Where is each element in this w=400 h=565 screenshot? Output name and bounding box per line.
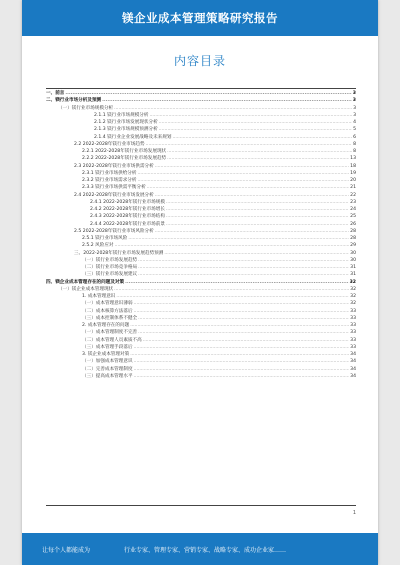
toc-dot-leader bbox=[138, 177, 350, 184]
toc-dot-leader bbox=[138, 257, 349, 264]
toc-entry[interactable] bbox=[46, 322, 356, 329]
toc-entry-title: （三）成本控制体系不健全 bbox=[82, 315, 138, 321]
toc-entry-page: 3 bbox=[352, 91, 356, 96]
toc-entry-title: 四、镁企业成本管理存在的问题及对策 bbox=[46, 279, 125, 285]
toc-dot-leader bbox=[159, 126, 352, 133]
toc-dot-leader bbox=[116, 293, 349, 300]
toc-entry-page: 32 bbox=[350, 294, 356, 299]
toc-entry-title: 2.2.1 2022-2028年镁行业市场发展现状 bbox=[82, 149, 167, 154]
toc-entry-title: 2.4.4 2022-2028年镁行业市场前景 bbox=[90, 221, 165, 227]
toc-entry-title: （一）镁行业市场发展趋势 bbox=[82, 257, 138, 263]
toc-top-rule bbox=[46, 88, 356, 89]
toc-entry-page: 30 bbox=[350, 250, 356, 256]
toc-entry-page: 3 bbox=[352, 98, 356, 104]
toc-dot-leader bbox=[134, 366, 350, 373]
toc-dot-leader bbox=[147, 184, 349, 191]
toc-entry[interactable] bbox=[46, 271, 356, 278]
toc-entry-title: 2.3.2 镁行业市场需求分析 bbox=[82, 178, 137, 183]
toc-entry[interactable] bbox=[46, 90, 356, 97]
toc-entry-page: 29 bbox=[350, 243, 356, 249]
toc-dot-leader bbox=[138, 170, 350, 177]
toc-dot-leader bbox=[164, 250, 349, 257]
toc-entry-page: 34 bbox=[350, 359, 356, 365]
toc-entry-page: 8 bbox=[353, 141, 356, 147]
toc-entry[interactable] bbox=[46, 221, 356, 228]
toc-entry[interactable] bbox=[46, 337, 356, 344]
footer-tagline: 行业专家、管理专家、营销专家、战略专家、成功企业家…… bbox=[124, 546, 287, 554]
toc-entry[interactable] bbox=[46, 308, 356, 315]
toc-entry[interactable] bbox=[46, 155, 356, 162]
toc-dot-leader bbox=[150, 112, 353, 119]
toc-entry-page: 18 bbox=[350, 163, 356, 169]
report-title: 镁企业成本管理策略研究报告 bbox=[122, 11, 278, 25]
toc-entry[interactable] bbox=[46, 199, 356, 206]
toc-entry-page: 33 bbox=[350, 337, 356, 343]
toc-entry-title: 2.2.2 2022-2028年镁行业市场发展趋势 bbox=[82, 156, 167, 162]
toc-entry-title: 1. 成本管理意识 bbox=[82, 294, 116, 299]
toc-entry-title: 2.1.4 镁行业企业发展战略及未来规划 bbox=[94, 134, 172, 140]
toc-entry[interactable] bbox=[46, 134, 356, 141]
toc-dot-leader bbox=[167, 155, 349, 162]
toc-entry-title: （二）成本核算方法落后 bbox=[82, 308, 133, 314]
toc-entry-page: 26 bbox=[350, 221, 356, 227]
document-page bbox=[22, 0, 378, 565]
toc-dot-leader bbox=[166, 199, 349, 206]
toc-dot-leader bbox=[167, 148, 352, 155]
toc-entry[interactable] bbox=[46, 97, 356, 104]
toc-entry-page: 4 bbox=[353, 120, 356, 125]
toc-entry-page: 28 bbox=[350, 228, 356, 234]
toc-entry[interactable] bbox=[46, 279, 356, 286]
toc-entry-title: 2.4.1 2022-2028年镁行业市场规模 bbox=[90, 199, 165, 205]
toc-entry[interactable] bbox=[46, 366, 356, 373]
toc-dot-leader bbox=[166, 213, 349, 220]
toc-entry[interactable] bbox=[46, 344, 356, 351]
toc-entry-title: （三）成本管理手段落后 bbox=[82, 344, 133, 350]
toc-entry[interactable] bbox=[46, 235, 356, 242]
toc-entry-page: 32 bbox=[350, 286, 356, 292]
toc-dot-leader bbox=[143, 337, 349, 344]
footer-bar bbox=[22, 533, 378, 565]
toc-entry-title: 三、2022-2028年镁行业市场发展趋势预测 bbox=[74, 250, 164, 256]
toc-dot-leader bbox=[138, 271, 349, 278]
toc-dot-leader bbox=[146, 141, 353, 148]
toc-entry-page: 31 bbox=[350, 272, 356, 278]
toc-entry-title: （二）镁行业市场竞争格局 bbox=[82, 265, 138, 270]
toc-entry-page: 8 bbox=[353, 149, 356, 154]
toc-dot-leader bbox=[138, 264, 349, 271]
toc-entry[interactable] bbox=[46, 250, 356, 257]
toc-entry-page: 23 bbox=[350, 199, 356, 205]
toc-entry-title: 2.5.2 风险应对 bbox=[82, 243, 114, 249]
toc-entry-page: 34 bbox=[350, 373, 356, 379]
toc-dot-leader bbox=[114, 105, 352, 112]
toc-entry-title: 2. 成本管理存在的问题 bbox=[82, 323, 130, 328]
toc-entry-title: 二、镁行业市场分析及预测 bbox=[46, 98, 102, 104]
toc-entry[interactable] bbox=[46, 373, 356, 380]
toc-entry[interactable] bbox=[46, 264, 356, 271]
toc-entry-page: 24 bbox=[350, 207, 356, 212]
toc-entry-title: 2.1.3 镁行业市场规模预测分析 bbox=[94, 127, 158, 133]
toc-entry-title: （一）镁行业市场规模分析 bbox=[58, 105, 114, 111]
toc-entry-title: 2.2 2022-2028年镁行业市场趋势 bbox=[74, 141, 145, 147]
toc-entry-title: （三）提高成本管理水平 bbox=[82, 373, 133, 379]
toc-entry-page: 19 bbox=[350, 170, 356, 176]
toc-entry[interactable] bbox=[46, 228, 356, 235]
toc-entry-title: （二）成本管理人员素质不高 bbox=[82, 337, 142, 343]
toc-dot-leader bbox=[134, 300, 350, 307]
toc-entry-page: 33 bbox=[350, 323, 356, 328]
toc-entry-page: 34 bbox=[350, 352, 356, 357]
toc-entry-page: 33 bbox=[350, 344, 356, 350]
toc-entry-title: （一）镁企业成本管理现状 bbox=[58, 286, 114, 292]
toc-dot-leader bbox=[134, 373, 350, 380]
footer-slogan: 让每个人都能成为 bbox=[42, 546, 91, 554]
toc-dot-leader bbox=[125, 279, 348, 286]
toc-dot-leader bbox=[102, 97, 352, 104]
toc-entry-title: 一、前言 bbox=[46, 91, 65, 96]
toc-dot-leader bbox=[159, 119, 352, 126]
toc-dot-leader bbox=[130, 351, 349, 358]
toc-dot-leader bbox=[65, 90, 351, 97]
toc-entry-page: 32 bbox=[349, 279, 356, 285]
toc-entry-title: 2.1.2 镁行业市场发展现状分析 bbox=[94, 120, 158, 125]
toc-entry[interactable] bbox=[46, 148, 356, 155]
toc-entry[interactable] bbox=[46, 184, 356, 191]
toc-entry-page: 31 bbox=[350, 265, 356, 270]
toc-entry-title: 2.3 2022-2028年镁行业市场供需分析 bbox=[74, 163, 154, 169]
header-bar bbox=[22, 0, 378, 36]
toc-entry[interactable] bbox=[46, 293, 356, 300]
toc-entry[interactable] bbox=[46, 119, 356, 126]
toc-dot-leader bbox=[134, 358, 350, 365]
toc-bottom-rule bbox=[46, 505, 356, 506]
toc-dot-leader bbox=[115, 242, 350, 249]
toc-entry-title: 2.3.1 镁行业市场供给分析 bbox=[82, 170, 137, 176]
toc-entry-page: 22 bbox=[350, 192, 356, 198]
toc-entry-page: 32 bbox=[350, 301, 356, 307]
toc-dot-leader bbox=[155, 228, 349, 235]
toc-entry-page: 34 bbox=[350, 366, 356, 372]
toc-dot-leader bbox=[172, 134, 352, 141]
toc-entry[interactable] bbox=[46, 315, 356, 322]
toc-entry-title: 3. 镁企业成本管理对策 bbox=[82, 352, 130, 357]
toc-entry[interactable] bbox=[46, 213, 356, 220]
toc-entry-page: 13 bbox=[350, 156, 356, 162]
toc-entry[interactable] bbox=[46, 329, 356, 336]
toc-entry-title: 2.1.1 镁行业市场规模分析 bbox=[94, 112, 149, 118]
toc-dot-leader bbox=[138, 329, 349, 336]
toc-entry-title: （三）镁行业市场发展建议 bbox=[82, 272, 138, 278]
toc-entry-title: （一）成本管理制度不完善 bbox=[82, 330, 138, 336]
toc-entry-page: 30 bbox=[350, 257, 356, 263]
toc-entry-page: 5 bbox=[353, 127, 356, 133]
toc-entry[interactable] bbox=[46, 126, 356, 133]
toc-dot-leader bbox=[138, 315, 349, 322]
toc-entry-page: 28 bbox=[350, 236, 356, 241]
toc-dot-leader bbox=[166, 206, 349, 213]
toc-entry-title: （一）加强成本管理意识 bbox=[82, 359, 133, 365]
toc-entry-page: 33 bbox=[350, 315, 356, 321]
toc-entry[interactable] bbox=[46, 242, 356, 249]
toc-entry-title: 2.4.3 2022-2028年镁行业市场结构 bbox=[90, 214, 165, 220]
toc-entry-title: 2.4 2022-2028年镁行业市场发展分析 bbox=[74, 192, 154, 198]
toc-entry-page: 20 bbox=[350, 178, 356, 183]
toc-dot-leader bbox=[130, 322, 349, 329]
toc-entry[interactable] bbox=[46, 358, 356, 365]
toc-entry-page: 3 bbox=[353, 105, 356, 111]
toc-entry[interactable] bbox=[46, 206, 356, 213]
table-of-contents bbox=[46, 90, 356, 380]
toc-dot-leader bbox=[114, 286, 349, 293]
toc-dot-leader bbox=[166, 221, 349, 228]
toc-entry[interactable] bbox=[46, 141, 356, 148]
toc-entry-title: 2.4.2 2022-2028年镁行业市场增长 bbox=[90, 207, 165, 212]
toc-dot-leader bbox=[128, 235, 349, 242]
toc-entry[interactable] bbox=[46, 351, 356, 358]
toc-title: 内容目录 bbox=[173, 54, 226, 68]
toc-entry-title: 2.3.3 镁行业市场供需平衡分析 bbox=[82, 185, 146, 191]
toc-entry[interactable] bbox=[46, 105, 356, 112]
toc-dot-leader bbox=[155, 192, 349, 199]
toc-entry-page: 33 bbox=[350, 308, 356, 314]
toc-entry-title: （二）完善成本管理制度 bbox=[82, 366, 133, 372]
toc-entry[interactable] bbox=[46, 286, 356, 293]
toc-entry[interactable] bbox=[46, 177, 356, 184]
page-number: 1 bbox=[352, 510, 356, 516]
toc-entry[interactable] bbox=[46, 112, 356, 119]
toc-entry-title: 2.5.1 镁行业市场风险 bbox=[82, 236, 128, 241]
toc-entry[interactable] bbox=[46, 192, 356, 199]
toc-entry[interactable] bbox=[46, 300, 356, 307]
toc-dot-leader bbox=[155, 163, 349, 170]
toc-entry-title: 2.5 2022-2028年镁行业市场风险分析 bbox=[74, 228, 154, 234]
toc-entry-page: 33 bbox=[350, 330, 356, 336]
toc-entry-title: （一）成本管理意识薄弱 bbox=[82, 301, 133, 307]
toc-entry[interactable] bbox=[46, 163, 356, 170]
toc-entry-page: 21 bbox=[350, 185, 356, 191]
toc-entry[interactable] bbox=[46, 257, 356, 264]
toc-entry-page: 6 bbox=[353, 134, 356, 140]
toc-dot-leader bbox=[134, 344, 350, 351]
toc-entry-page: 3 bbox=[353, 112, 356, 118]
toc-dot-leader bbox=[134, 308, 350, 315]
toc-entry[interactable] bbox=[46, 170, 356, 177]
toc-entry-page: 25 bbox=[350, 214, 356, 220]
